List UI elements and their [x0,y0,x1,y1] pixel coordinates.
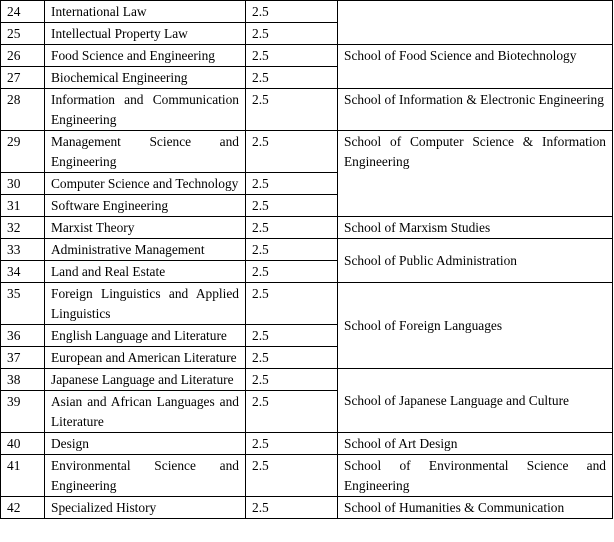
credits: 2.5 [246,89,338,131]
credits: 2.5 [246,325,338,347]
table-row [1,283,613,325]
row-number: 26 [1,45,45,67]
school-name: School of Computer Science & Information Engineering [338,131,613,217]
row-number: 31 [1,195,45,217]
major-name: Administrative Management [45,239,246,261]
major-name: Information and Communication Engineering [45,89,246,131]
credits: 2.5 [246,67,338,89]
school-name: School of Public Administration [338,239,613,283]
credits: 2.5 [246,1,338,23]
row-number: 24 [1,1,45,23]
row-number: 28 [1,89,45,131]
school-name [338,1,613,45]
table-row [1,497,613,519]
table-row [1,89,613,131]
major-name: Intellectual Property Law [45,23,246,45]
table-row [1,1,613,23]
major-name: European and American Literature [45,347,246,369]
major-name: English Language and Literature [45,325,246,347]
row-number: 25 [1,23,45,45]
school-name: School of Art Design [338,433,613,455]
credits: 2.5 [246,369,338,391]
credits: 2.5 [246,433,338,455]
row-number: 41 [1,455,45,497]
row-number: 38 [1,369,45,391]
school-name: School of Japanese Language and Culture [338,369,613,433]
credits: 2.5 [246,347,338,369]
major-name: Software Engineering [45,195,246,217]
table-row [1,433,613,455]
major-name: Environmental Science and Engineering [45,455,246,497]
credits: 2.5 [246,173,338,195]
row-number: 29 [1,131,45,173]
major-name: International Law [45,1,246,23]
credits: 2.5 [246,497,338,519]
credits: 2.5 [246,261,338,283]
table-row [1,239,613,261]
row-number: 37 [1,347,45,369]
credits: 2.5 [246,217,338,239]
table-row [1,45,613,67]
major-name: Foreign Linguistics and Applied Linguistics [45,283,246,325]
major-name: Marxist Theory [45,217,246,239]
row-number: 35 [1,283,45,325]
table-row [1,131,613,173]
major-name: Asian and African Languages and Literature [45,391,246,433]
credits: 2.5 [246,455,338,497]
row-number: 40 [1,433,45,455]
credits: 2.5 [246,391,338,433]
table-row [1,369,613,391]
row-number: 42 [1,497,45,519]
table-row [1,455,613,497]
major-name: Biochemical Engineering [45,67,246,89]
credits: 2.5 [246,283,338,325]
row-number: 33 [1,239,45,261]
school-name: School of Humanities & Communication [338,497,613,519]
major-name: Management Science and Engineering [45,131,246,173]
school-name: School of Marxism Studies [338,217,613,239]
school-name: School of Information & Electronic Engineering [338,89,613,131]
school-name: School of Environmental Science and Engineering [338,455,613,497]
major-name: Specialized History [45,497,246,519]
row-number: 27 [1,67,45,89]
row-number: 34 [1,261,45,283]
row-number: 39 [1,391,45,433]
major-name: Computer Science and Technology [45,173,246,195]
school-name: School of Foreign Languages [338,283,613,369]
row-number: 36 [1,325,45,347]
major-name: Food Science and Engineering [45,45,246,67]
table-row [1,217,613,239]
credits: 2.5 [246,23,338,45]
credits: 2.5 [246,131,338,173]
credits: 2.5 [246,239,338,261]
row-number: 32 [1,217,45,239]
major-name: Japanese Language and Literature [45,369,246,391]
credits: 2.5 [246,45,338,67]
major-name: Design [45,433,246,455]
row-number: 30 [1,173,45,195]
school-name: School of Food Science and Biotechnology [338,45,613,89]
major-name: Land and Real Estate [45,261,246,283]
credits: 2.5 [246,195,338,217]
